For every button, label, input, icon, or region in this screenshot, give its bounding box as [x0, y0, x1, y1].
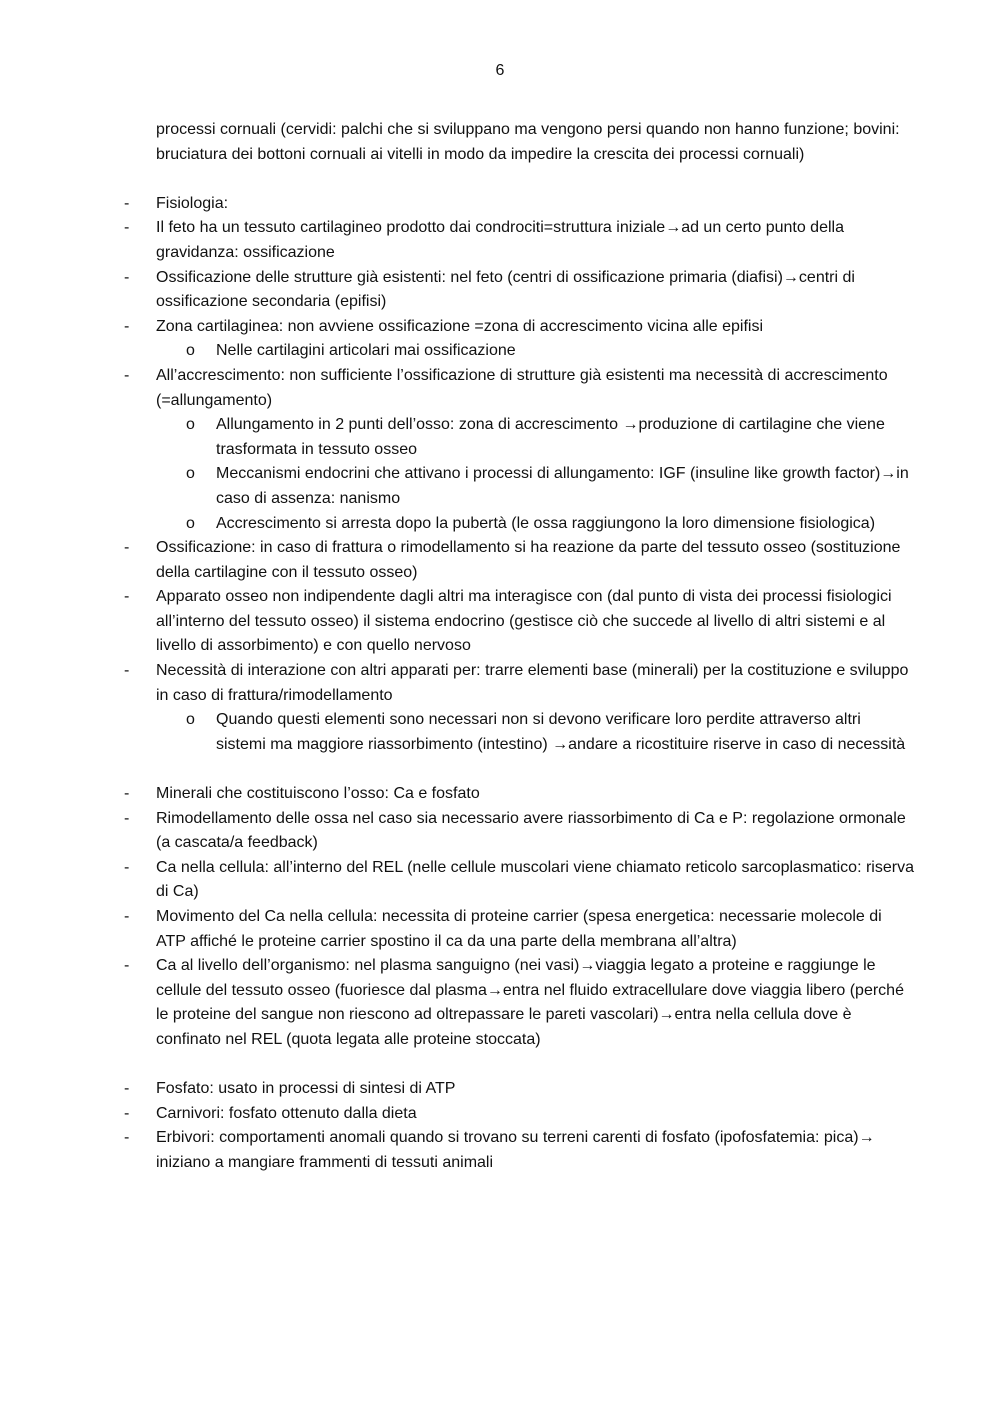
dash-marker: - — [124, 588, 130, 606]
dash-list-item — [124, 659, 914, 708]
bullet-marker: o — [186, 465, 195, 483]
blank-line — [124, 757, 914, 782]
dash-marker: - — [124, 1129, 130, 1147]
dash-marker: - — [124, 785, 130, 803]
dash-list-item — [124, 954, 914, 1052]
continued-paragraph: processi cornuali (cervidi: palchi che si sviluppano ma vengono persi quando non hanno funzione; bovini: bruciatura dei bottoni cornuali ai vitelli in modo da impedire la crescita dei processi cornuali) — [156, 121, 900, 163]
dash-list-item — [124, 1126, 914, 1175]
item-text: Il feto ha un tessuto cartilagineo prodotto dai condrociti=struttura iniziale→ad un certo punto della gravidanza: ossificazione — [156, 219, 844, 261]
dash-marker: - — [124, 1104, 130, 1122]
bullet-marker: o — [186, 711, 195, 729]
dash-list-item — [124, 536, 914, 585]
dash-list-item — [124, 192, 914, 217]
item-text: Accrescimento si arresta dopo la pubertà (le ossa raggiungono la loro dimensione fisiologica) — [216, 514, 876, 532]
dash-marker: - — [124, 809, 130, 827]
sub-bullet-item — [124, 339, 914, 364]
dash-marker: - — [124, 317, 130, 335]
dash-marker: - — [124, 268, 130, 286]
dash-list-item — [124, 856, 914, 905]
dash-marker: - — [124, 662, 130, 680]
item-text: Necessità di interazione con altri apparati per: trarre elementi base (minerali) per la costituzione e sviluppo in caso di frattura/rimodellamento — [156, 662, 909, 704]
item-text: All’accrescimento: non sufficiente l’ossificazione di strutture già esistenti ma necessità di accrescimento (=allungamento) — [156, 366, 888, 409]
item-text: Movimento del Ca nella cellula: necessita di proteine carrier (spesa energetica: necessarie molecole di ATP affiché le proteine carrier spostino il ca da una parte della membrana all’altra) — [156, 908, 882, 950]
item-text: Carnivori: fosfato ottenuto dalla dieta — [156, 1104, 417, 1122]
document-body — [124, 118, 914, 1176]
sub-bullet-item — [124, 708, 914, 757]
item-text: Meccanismi endocrini che attivano i processi di allungamento: IGF (insuline like growth factor)→in caso di assenza: nanismo — [216, 465, 909, 507]
item-text: Ossificazione delle strutture già esistenti: nel feto (centri di ossificazione primaria (diafisi)→centri di ossificazione secondaria (epifisi) — [156, 268, 855, 311]
dash-marker: - — [124, 219, 130, 237]
item-text: Apparato osseo non indipendente dagli altri ma interagisce con (dal punto di vista dei processi fisiologici all’interno del tessuto osseo) il sistema endocrino (gestisce ciò che succede al livello di altri sistemi e al livello di assorbimento) e con quello nervoso — [156, 588, 892, 655]
item-text: Fisiologia: — [156, 194, 229, 212]
dash-marker: - — [124, 957, 130, 975]
dash-list-item — [124, 782, 914, 807]
item-text: Ca nella cellula: all’interno del REL (nelle cellule muscolari viene chiamato reticolo sarcoplasmatico: riserva di Ca) — [156, 858, 914, 901]
dash-list-item — [124, 364, 914, 413]
dash-list-item — [124, 1077, 914, 1102]
item-text: Erbivori: comportamenti anomali quando si trovano su terreni carenti di fosfato (ipofosfatemia: pica)→ iniziano a mangiare frammenti di tessuti animali — [156, 1129, 875, 1171]
blank-line — [124, 1053, 914, 1078]
dash-marker: - — [124, 366, 130, 384]
item-text: Rimodellamento delle ossa nel caso sia necessario avere riassorbimento di Ca e P: regolazione ormonale (a cascata/a feedback) — [156, 809, 906, 852]
page-number: 6 — [495, 62, 505, 79]
item-text: Fosfato: usato in processi di sintesi di ATP — [156, 1080, 456, 1098]
dash-marker: - — [124, 539, 130, 557]
dash-marker: - — [124, 908, 130, 925]
item-text: Allungamento in 2 punti dell’osso: zona di accrescimento →produzione di cartilagine che viene trasformata in tessuto osseo — [216, 416, 885, 458]
dash-list-item — [124, 315, 914, 340]
sub-bullet-item — [124, 413, 914, 462]
item-text: Zona cartilaginea: non avviene ossificazione =zona di accrescimento vicina alle epifisi — [156, 317, 763, 335]
dash-marker: - — [124, 1080, 130, 1098]
item-text: Nelle cartilagini articolari mai ossificazione — [216, 342, 516, 360]
dash-list-item — [124, 266, 914, 315]
dash-marker: - — [124, 194, 130, 212]
dash-list-item — [124, 905, 914, 954]
dash-list-item — [124, 807, 914, 856]
bullet-marker: o — [186, 416, 195, 434]
bullet-marker: o — [186, 514, 195, 532]
item-text: Minerali che costituiscono l’osso: Ca e fosfato — [156, 785, 480, 803]
dash-marker: - — [124, 858, 130, 876]
item-text: Ca al livello dell’organismo: nel plasma sanguigno (nei vasi)→viaggia legato a proteine e raggiunge le cellule del tessuto osseo (fuoriesce dal plasma→entra nel fluido extracellulare dove viaggia libero (perché le proteine del sangue non riescono ad oltrepassare le pareti vascolari)→entra nella cellula dove è confinato nel REL (quota legata alle proteine stoccata) — [156, 957, 904, 1048]
blank-line — [124, 167, 914, 192]
dash-list-item — [124, 1102, 914, 1127]
dash-list-item — [124, 585, 914, 659]
dash-list-item — [124, 216, 914, 265]
sub-bullet-item — [124, 512, 914, 537]
bullet-marker: o — [186, 342, 195, 360]
sub-bullet-item — [124, 462, 914, 511]
item-text: Quando questi elementi sono necessari non si devono verificare loro perdite attraverso altri sistemi ma maggiore riassorbimento (intestino) →andare a ricostituire riserve in caso di necessità — [216, 711, 906, 753]
item-text: Ossificazione: in caso di frattura o rimodellamento si ha reazione da parte del tessuto osseo (sostituzione della cartilagine con il tessuto osseo) — [156, 539, 901, 581]
